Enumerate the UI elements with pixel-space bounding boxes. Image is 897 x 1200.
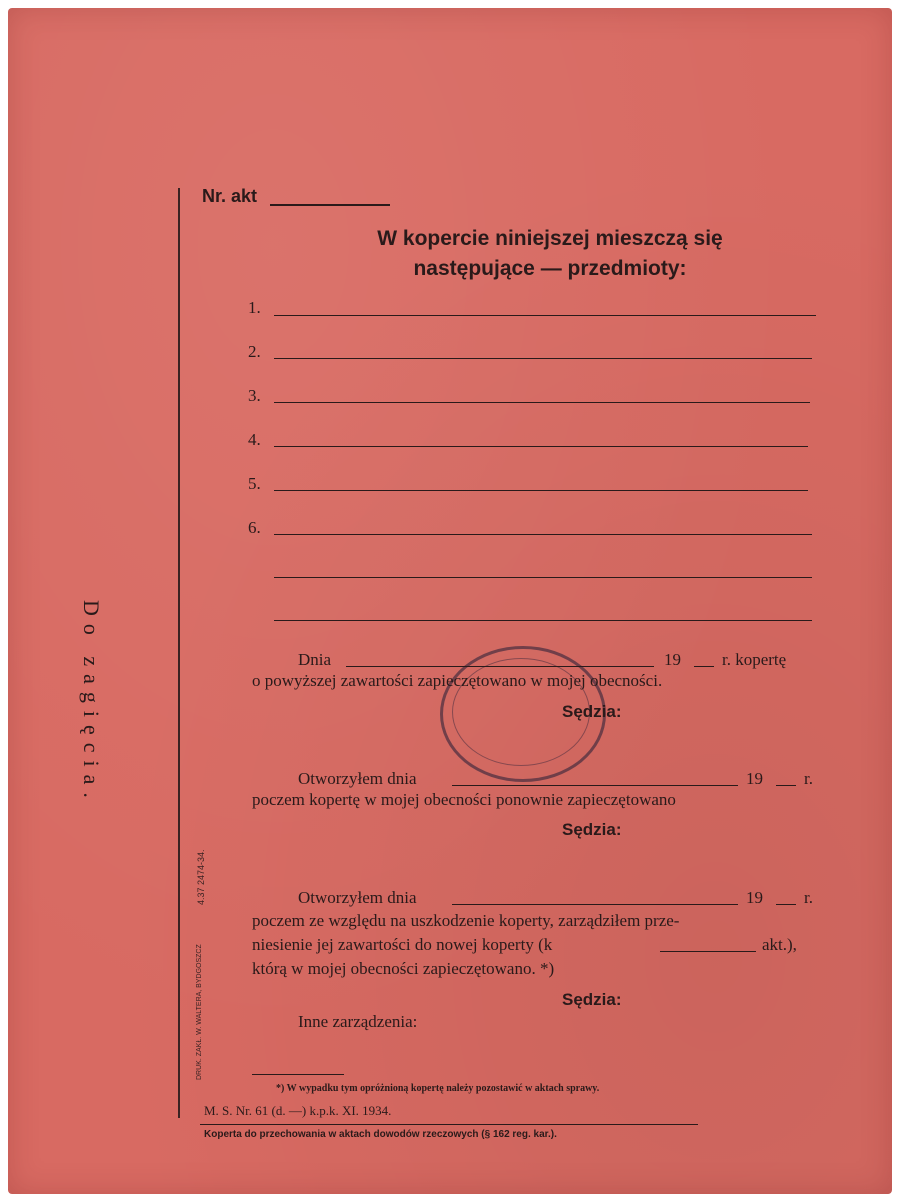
year-prefix: 19	[746, 769, 763, 788]
fold-label: Do zagięcia.	[79, 600, 104, 806]
bottom-note: Koperta do przechowania w aktach dowodów rzeczowych (§ 162 reg. kar.).	[204, 1129, 557, 1140]
footnote: *) W wypadku tym opróżnioną kopertę należy pozostawić w aktach sprawy.	[276, 1083, 600, 1094]
item-line[interactable]	[274, 358, 812, 359]
year-field[interactable]	[776, 785, 796, 786]
transfer-text-3: którą w mojej obecności zapieczętowano. *)	[252, 959, 555, 978]
transfer-text-2a: niesienie jej zawartości do nowej koperty (k	[252, 935, 553, 954]
other-orders-label: Inne zarządzenia:	[298, 1012, 418, 1031]
resealed-text: poczem kopertę w mojej obecności ponownie zapieczętowano	[252, 790, 676, 809]
item-number: 1.	[248, 298, 261, 317]
item-line[interactable]	[274, 402, 810, 403]
envelope-paper	[8, 8, 892, 1194]
item-number: 6.	[248, 518, 261, 537]
form-heading	[300, 224, 800, 284]
item-line[interactable]	[274, 577, 812, 578]
judge-signature-label: Sędzia:	[562, 702, 622, 721]
transfer-text-2b: akt.),	[762, 935, 797, 954]
opened-date-field[interactable]	[452, 904, 738, 905]
date-field[interactable]	[346, 666, 654, 667]
item-line[interactable]	[274, 620, 812, 621]
case-number-label: Nr. akt	[202, 186, 258, 206]
transfer-text-1: poczem ze względu na uszkodzenie koperty, zarządziłem prze-	[252, 911, 680, 930]
item-line[interactable]	[274, 446, 808, 447]
heading-line-2: następujące — przedmioty:	[413, 257, 687, 280]
opened-date-field[interactable]	[452, 785, 738, 786]
fold-line	[178, 188, 180, 1118]
opened-label: Otworzyłem dnia	[298, 769, 417, 788]
item-line[interactable]	[274, 315, 816, 316]
bottom-divider	[200, 1124, 698, 1125]
judge-signature-label: Sędzia:	[562, 990, 622, 1009]
sealed-text-1: r. kopertę	[722, 650, 787, 669]
printer-code: 4.37 2474-34.	[196, 849, 206, 905]
item-number: 2.	[248, 342, 261, 361]
heading-line-1: W kopercie niniejszej mieszczą się	[377, 227, 723, 250]
form-code: M. S. Nr. 61 (d. —) k.p.k. XI. 1934.	[204, 1103, 392, 1118]
item-line[interactable]	[274, 490, 808, 491]
footnote-divider	[252, 1074, 344, 1075]
sealed-text-2: o powyższej zawartości zapieczętowano w mojej obecności.	[252, 671, 663, 690]
year-field[interactable]	[694, 666, 714, 667]
item-number: 4.	[248, 430, 261, 449]
year-prefix: 19	[664, 650, 681, 669]
year-suffix: r.	[804, 769, 813, 788]
item-line[interactable]	[274, 534, 812, 535]
judge-signature-label: Sędzia:	[562, 820, 622, 839]
opened-label: Otworzyłem dnia	[298, 888, 417, 907]
item-number: 3.	[248, 386, 261, 405]
item-number: 5.	[248, 474, 261, 493]
printer-name: DRUK. ZAKŁ. W. WALTERA, BYDGOSZCZ	[196, 944, 203, 1080]
new-envelope-field[interactable]	[660, 951, 756, 952]
year-suffix: r.	[804, 888, 813, 907]
case-number-field[interactable]	[270, 204, 390, 206]
date-label: Dnia	[298, 650, 332, 669]
year-field[interactable]	[776, 904, 796, 905]
year-prefix: 19	[746, 888, 763, 907]
